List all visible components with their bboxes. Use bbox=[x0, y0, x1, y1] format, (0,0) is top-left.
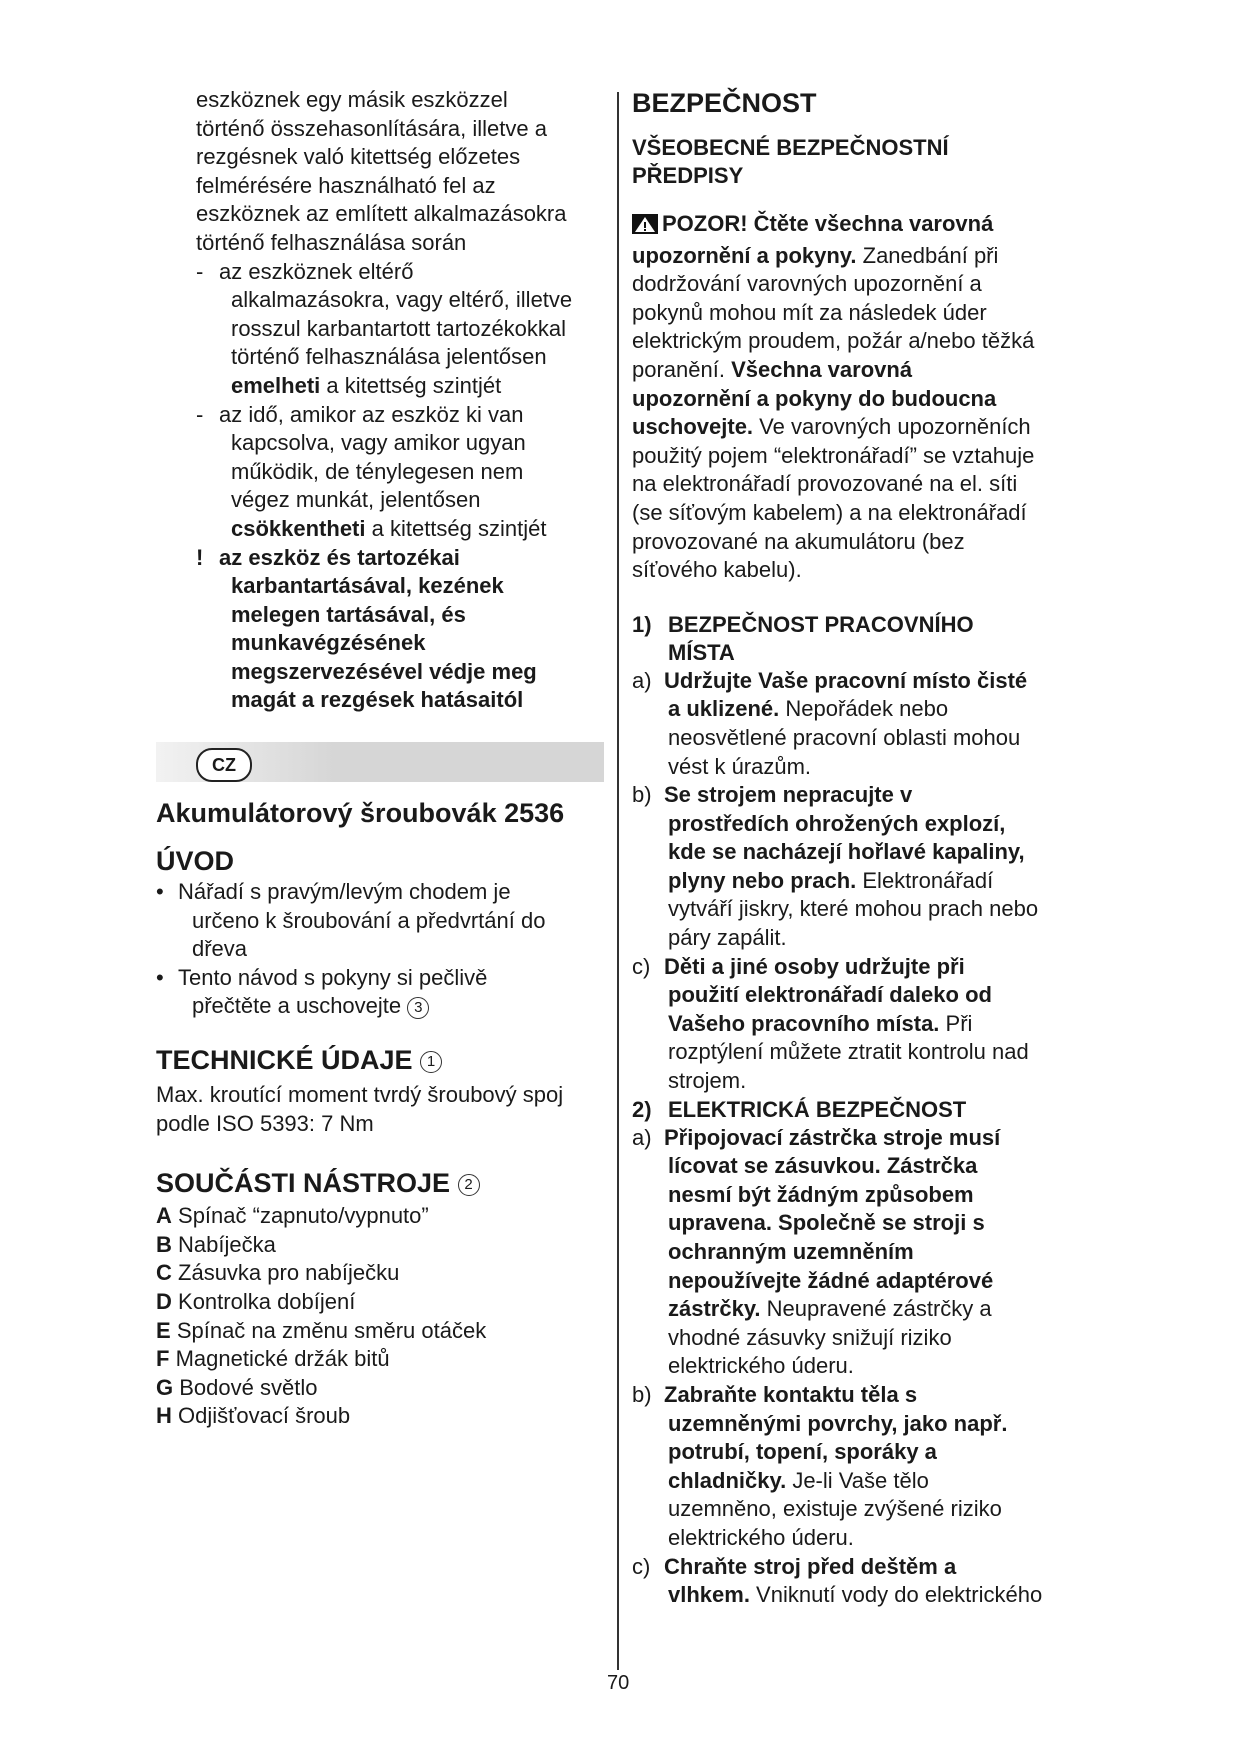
bold-text: csökkentheti bbox=[231, 515, 366, 541]
text-line bbox=[192, 992, 606, 1021]
text-line: uzemněnými povrchy, jako např. bbox=[668, 1410, 1008, 1436]
warning-triangle-icon bbox=[632, 213, 658, 242]
part-item bbox=[156, 1317, 606, 1346]
text-line: Připojovací zástrčka stroje musí bbox=[664, 1124, 1001, 1150]
text-span: a kitettség szintjét bbox=[365, 515, 547, 541]
left-column-cz bbox=[156, 796, 606, 1431]
text-line: Udržujte Vaše pracovní místo čisté bbox=[664, 667, 1028, 693]
text-line: melegen tartásával, és bbox=[231, 601, 466, 627]
part-text: Nabíječka bbox=[178, 1231, 276, 1257]
text-span: a kitettség szintjét bbox=[320, 372, 502, 398]
text-line bbox=[668, 1467, 1102, 1496]
parts-heading bbox=[156, 1166, 606, 1200]
section-number: 1) bbox=[632, 611, 652, 637]
section-1a bbox=[632, 667, 1102, 781]
text-line: eszköznek egy másik eszközzel bbox=[196, 87, 508, 112]
text-line: dřeva bbox=[192, 936, 248, 962]
general-safety-heading-2: PŘEDPISY bbox=[632, 163, 744, 188]
text-line: eszköznek az említett alkalmazásokra bbox=[196, 201, 567, 227]
text-line: kde se nacházejí hořlavé kapaliny, bbox=[668, 839, 1025, 865]
intro-paragraph bbox=[156, 86, 606, 258]
text-line: rezgésnek való kitettség előzetes bbox=[196, 144, 521, 170]
list-item bbox=[156, 964, 606, 1021]
item-letter: b) bbox=[632, 1381, 652, 1407]
text-line: pokynů mohou mít za následek úder bbox=[632, 299, 987, 325]
text-line bbox=[668, 1295, 1102, 1324]
text-line bbox=[231, 515, 606, 544]
heading-line: ELEKTRICKÁ BEZPEČNOST bbox=[668, 1096, 967, 1122]
text-line: upravena. Společně se stroji s bbox=[668, 1210, 985, 1236]
text-line: alkalmazásokra, vagy eltérő, illetve bbox=[231, 287, 573, 313]
text-line: dodržování varovných upozornění a bbox=[632, 271, 982, 297]
part-text: Zásuvka pro nabíječku bbox=[178, 1260, 400, 1286]
bold-text: Vašeho pracovního místa. bbox=[668, 1010, 940, 1036]
item-letter: c) bbox=[632, 953, 651, 979]
text-line: nesmí být žádným způsobem bbox=[668, 1181, 974, 1207]
text-line bbox=[668, 695, 1102, 724]
text-line: rozptýlení můžete ztratit kontrolu nad bbox=[668, 1039, 1029, 1065]
figure-ref-icon: 3 bbox=[407, 997, 429, 1019]
part-text: Spínač na změnu směru otáček bbox=[176, 1317, 487, 1343]
item-letter: a) bbox=[632, 1124, 652, 1150]
text-line bbox=[668, 1581, 1102, 1610]
part-letter: B bbox=[156, 1231, 172, 1257]
heading-line: BEZPEČNOST PRACOVNÍHO bbox=[668, 611, 974, 637]
text-span: Zanedbání při bbox=[856, 242, 999, 268]
text-line: magát a rezgések hatásaitól bbox=[231, 687, 524, 713]
bold-text: zástrčky. bbox=[668, 1296, 761, 1322]
bold-text: POZOR! Čtěte všechna varovná bbox=[662, 211, 994, 236]
part-item bbox=[156, 1402, 606, 1431]
text-line bbox=[632, 242, 1102, 271]
dash-mark: - bbox=[196, 258, 204, 284]
section-2a bbox=[632, 1124, 1102, 1381]
part-text: Magnetické držák bitů bbox=[175, 1346, 390, 1372]
text-line: prostředích ohrožených explozí, bbox=[668, 810, 1006, 836]
text-line: podle ISO 5393: 7 Nm bbox=[156, 1110, 374, 1136]
part-item bbox=[156, 1288, 606, 1317]
safety-heading: BEZPEČNOST bbox=[632, 88, 817, 118]
figure-ref-icon: 1 bbox=[420, 1051, 442, 1073]
bold-text: uschovejte. bbox=[632, 414, 754, 440]
text-line: lícovat se zásuvkou. Zástrčka bbox=[668, 1153, 978, 1179]
exclamation-mark: ! bbox=[196, 544, 204, 570]
text-line: karbantartásával, kezének bbox=[231, 573, 504, 599]
part-letter: A bbox=[156, 1203, 172, 1229]
technical-data-heading bbox=[156, 1043, 606, 1077]
text-line: nepoužívejte žádné adaptérové bbox=[668, 1267, 994, 1293]
text-line: elektrickým proudem, požár a/nebo těžká bbox=[632, 328, 1035, 354]
text-span: Při bbox=[939, 1010, 973, 1036]
part-item bbox=[156, 1259, 606, 1288]
text-span: Ve varovných upozorněních bbox=[753, 414, 1031, 440]
text-line: síťového kabelu). bbox=[632, 557, 802, 583]
text-line bbox=[668, 1010, 1102, 1039]
text-line: az idő, amikor az eszköz ki van bbox=[219, 401, 524, 427]
text-line: elektrického úderu. bbox=[668, 1353, 854, 1379]
bold-text: Všechna varovná bbox=[731, 356, 913, 382]
part-item bbox=[156, 1374, 606, 1403]
text-line: rosszul karbantartott tartozékokkal bbox=[231, 315, 567, 341]
text-line: Max. kroutící moment tvrdý šroubový spoj bbox=[156, 1081, 564, 1107]
text-span: přečtěte a uschovejte bbox=[192, 993, 408, 1019]
general-safety-heading: VŠEOBECNÉ BEZPEČNOSTNÍ bbox=[632, 135, 949, 160]
warning-paragraph bbox=[632, 210, 1102, 585]
text-line: az eszköz és tartozékai bbox=[219, 544, 460, 570]
text-line: provozované na akumulátoru (bez bbox=[632, 528, 965, 554]
heading-text: TECHNICKÉ ÚDAJE bbox=[156, 1044, 421, 1075]
text-line: vést k úrazům. bbox=[668, 753, 812, 779]
part-letter: E bbox=[156, 1317, 171, 1343]
section-number: 2) bbox=[632, 1096, 652, 1122]
text-line: Chraňte stroj před deštěm a bbox=[664, 1553, 957, 1579]
item-letter: a) bbox=[632, 667, 652, 693]
bold-text: upozornění a pokyny. bbox=[632, 242, 857, 268]
text-line bbox=[668, 867, 1102, 896]
bold-text: chladničky. bbox=[668, 1467, 787, 1493]
text-line: strojem. bbox=[668, 1068, 747, 1094]
text-line bbox=[632, 210, 1102, 242]
text-line: vhodné zásuvky snižují riziko bbox=[668, 1324, 952, 1350]
text-line: végez munkát, jelentősen bbox=[231, 487, 481, 513]
bold-text: emelheti bbox=[231, 372, 321, 398]
text-line: Nářadí s pravým/levým chodem je bbox=[178, 879, 511, 904]
text-span: Neupravené zástrčky a bbox=[760, 1296, 992, 1322]
part-letter: G bbox=[156, 1374, 174, 1400]
text-line: az eszköznek eltérő bbox=[219, 258, 414, 284]
text-line: na elektronářadí provozované na el. síti bbox=[632, 471, 1018, 497]
text-line: potrubí, topení, sporáky a bbox=[668, 1439, 937, 1465]
text-span: Nepořádek nebo bbox=[779, 696, 949, 722]
text-line: kapcsolva, vagy amikor ugyan bbox=[231, 430, 526, 456]
text-line: megszervezésével védje meg bbox=[231, 658, 537, 684]
text-line: uzemněno, existuje zvýšené riziko bbox=[668, 1496, 1002, 1522]
text-line: Tento návod s pokyny si pečlivě bbox=[178, 964, 488, 990]
part-letter: H bbox=[156, 1403, 172, 1429]
exclamation-item bbox=[156, 544, 606, 716]
part-item bbox=[156, 1231, 606, 1260]
bullet-mark: • bbox=[156, 879, 164, 904]
text-line: určeno k šroubování a předvrtání do bbox=[192, 907, 546, 933]
text-line: použití elektronářadí daleko od bbox=[668, 982, 992, 1008]
section-2b bbox=[632, 1381, 1102, 1553]
section-1-heading bbox=[632, 611, 1102, 667]
list-item bbox=[156, 878, 606, 964]
text-line: felmérésére használható fel az bbox=[196, 172, 496, 198]
text-line: történő felhasználása jelentősen bbox=[231, 344, 547, 370]
left-column bbox=[156, 86, 606, 715]
item-letter: b) bbox=[632, 782, 652, 808]
figure-ref-icon: 2 bbox=[458, 1174, 480, 1196]
item-letter: c) bbox=[632, 1553, 651, 1579]
part-letter: F bbox=[156, 1346, 170, 1372]
text-line: történő felhasználása során bbox=[196, 229, 467, 255]
dash-item-1 bbox=[156, 258, 606, 401]
text-span: poranění. bbox=[632, 356, 732, 382]
section-1c bbox=[632, 953, 1102, 1096]
text-line: elektrického úderu. bbox=[668, 1524, 854, 1550]
page-number: 70 bbox=[607, 1672, 630, 1694]
part-item bbox=[156, 1345, 606, 1374]
text-line bbox=[231, 372, 606, 401]
uvod-heading: ÚVOD bbox=[156, 846, 235, 876]
heading-line: MÍSTA bbox=[668, 639, 735, 665]
bold-text: a uklizené. bbox=[668, 696, 780, 722]
text-line bbox=[632, 413, 1102, 442]
text-span: Je-li Vaše tělo bbox=[786, 1467, 929, 1493]
part-text: Kontrolka dobíjení bbox=[178, 1288, 356, 1314]
text-line: upozornění a pokyny do budoucna bbox=[632, 385, 997, 411]
text-line: použitý pojem “elektronářadí” se vztahuje bbox=[632, 442, 1035, 468]
text-line: ochranným uzemněním bbox=[668, 1239, 914, 1264]
part-letter: C bbox=[156, 1260, 172, 1286]
text-span: Elektronářadí bbox=[856, 867, 994, 893]
part-text: Spínač “zapnuto/vypnuto” bbox=[178, 1203, 429, 1229]
language-badge: CZ bbox=[196, 748, 252, 782]
section-1b bbox=[632, 781, 1102, 953]
text-line: Děti a jiné osoby udržujte při bbox=[664, 953, 965, 979]
dash-item-2 bbox=[156, 401, 606, 544]
text-line: Se strojem nepracujte v bbox=[664, 782, 913, 808]
part-letter: D bbox=[156, 1288, 172, 1314]
text-line: működik, de ténylegesen nem bbox=[231, 458, 524, 484]
text-line: páry zapálit. bbox=[668, 925, 787, 951]
bullet-mark: • bbox=[156, 964, 164, 990]
text-line: Zabraňte kontaktu těla s bbox=[664, 1381, 918, 1407]
text-line: munkavégzésének bbox=[231, 630, 426, 656]
product-title: Akumulátorový šroubovák 2536 bbox=[156, 798, 565, 828]
text-span: Vniknutí vody do elektrického bbox=[749, 1582, 1043, 1608]
text-line bbox=[632, 356, 1102, 385]
dash-mark: - bbox=[196, 401, 204, 427]
text-line: történő összehasonlítására, illetve a bbox=[196, 115, 547, 141]
text-line: neosvětlené pracovní oblasti mohou bbox=[668, 724, 1021, 750]
right-column bbox=[632, 86, 1102, 1610]
section-2c bbox=[632, 1553, 1102, 1610]
part-text: Bodové světlo bbox=[179, 1374, 318, 1400]
section-2-heading bbox=[632, 1096, 1102, 1124]
column-divider bbox=[617, 92, 619, 1670]
text-line: vytváří jiskry, které mohou prach nebo bbox=[668, 896, 1039, 922]
text-line: (se síťovým kabelem) a na elektronářadí bbox=[632, 499, 1027, 525]
bold-text: plyny nebo prach. bbox=[668, 867, 857, 893]
heading-text: SOUČÁSTI NÁSTROJE bbox=[156, 1168, 458, 1199]
part-text: Odjišťovací šroub bbox=[178, 1403, 351, 1429]
part-item bbox=[156, 1202, 606, 1231]
bold-text: vlhkem. bbox=[668, 1582, 750, 1608]
